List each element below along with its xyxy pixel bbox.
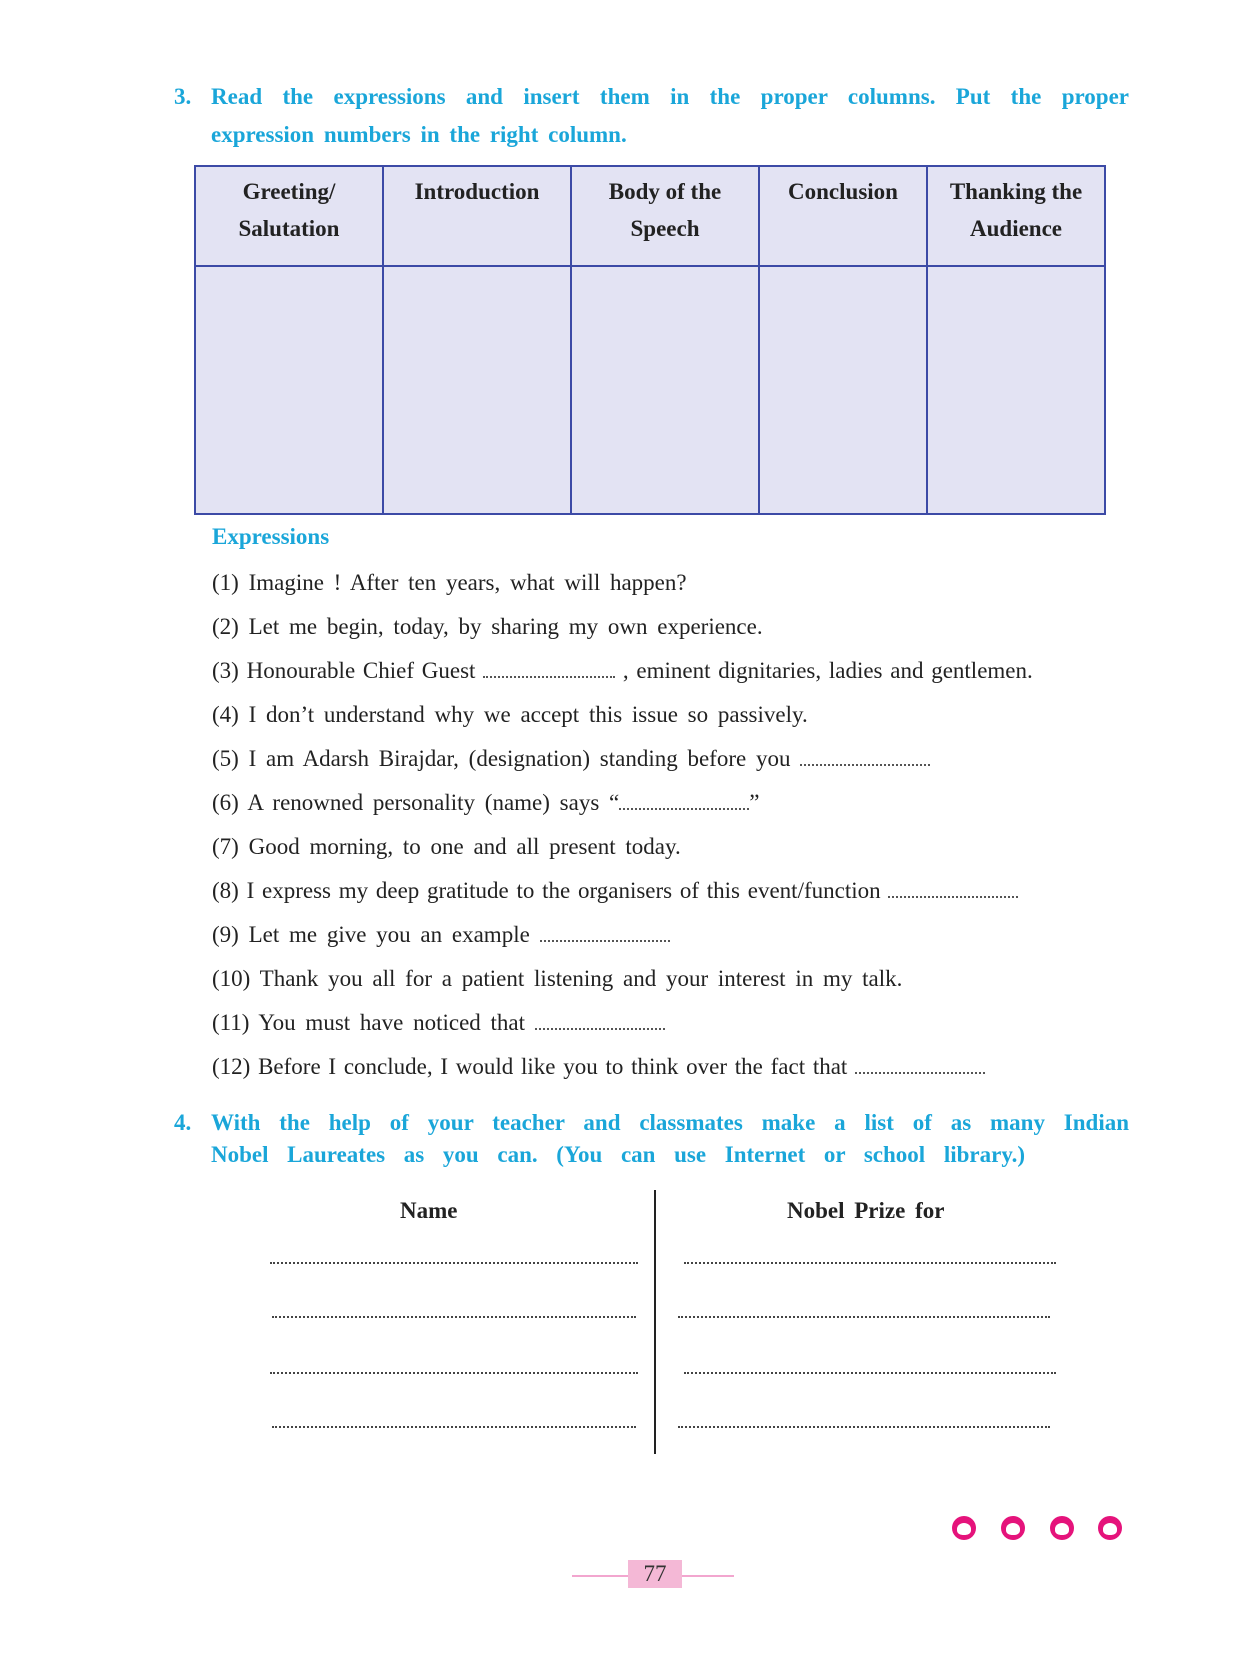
decorative-dot-icon [952, 1516, 976, 1540]
name-answer-line[interactable] [270, 1262, 638, 1264]
expression-item: (12) Before I conclude, I would like you to think over the fact that [212, 1054, 985, 1080]
table-header-row [195, 166, 1105, 266]
decorative-dot-icon [1001, 1516, 1025, 1540]
answer-cell-conclusion[interactable] [759, 266, 927, 514]
expression-item: (3) Honourable Chief Guest , eminent dignitaries, ladies and gentlemen. [212, 658, 1033, 683]
page-rule-left [572, 1575, 628, 1577]
prize-answer-line[interactable] [678, 1426, 1050, 1428]
column-divider [654, 1190, 656, 1454]
question-4-number: 4. [174, 1110, 192, 1135]
decorative-dot-icon [1098, 1516, 1122, 1540]
header-body: Body of the Speech [571, 166, 759, 266]
question-3-line-1: Read the expressions and insert them in the proper columns. Put the proper [211, 84, 1129, 109]
expression-item: (9) Let me give you an example [212, 922, 670, 948]
expression-item: (1) Imagine ! After ten years, what will happen? [212, 570, 687, 595]
answer-cell-greeting[interactable] [195, 266, 383, 514]
expression-item: (8) I express my deep gratitude to the organisers of this event/function [212, 878, 1018, 904]
fill-in-blank[interactable] [888, 878, 1018, 898]
name-answer-line[interactable] [270, 1372, 638, 1374]
name-answer-line[interactable] [272, 1316, 636, 1318]
name-column-header: Name [400, 1198, 458, 1223]
header-greeting: Greeting/ Salutation [195, 166, 383, 266]
question-3-number: 3. [174, 84, 192, 109]
expressions-title: Expressions [212, 524, 330, 549]
page-rule-right [682, 1575, 734, 1577]
fill-in-blank[interactable] [855, 1054, 985, 1074]
question-3-line-2: expression numbers in the right column. [211, 122, 627, 147]
header-introduction: Introduction [383, 166, 571, 266]
answer-cell-introduction[interactable] [383, 266, 571, 514]
fill-in-blank[interactable] [535, 1010, 665, 1030]
expression-item: (7) Good morning, to one and all present today. [212, 834, 681, 859]
expression-item: (11) You must have noticed that [212, 1010, 665, 1036]
prize-column-header: Nobel Prize for [787, 1198, 945, 1223]
fill-in-blank[interactable] [800, 746, 930, 766]
expression-item: (5) I am Adarsh Birajdar, (designation) standing before you [212, 746, 930, 772]
header-conclusion: Conclusion [759, 166, 927, 266]
answer-cell-body[interactable] [571, 266, 759, 514]
name-answer-line[interactable] [272, 1426, 636, 1428]
question-4-line-1: With the help of your teacher and classmates make a list of as many Indian [211, 1110, 1129, 1135]
fill-in-blank[interactable] [619, 790, 749, 810]
prize-answer-line[interactable] [678, 1316, 1050, 1318]
expression-item: (2) Let me begin, today, by sharing my own experience. [212, 614, 763, 639]
expression-item: (4) I don’t understand why we accept this issue so passively. [212, 702, 808, 727]
expression-item: (10) Thank you all for a patient listening and your interest in my talk. [212, 966, 903, 991]
speech-structure-table [194, 165, 1106, 515]
expression-item: (6) A renowned personality (name) says “ ” [212, 790, 760, 815]
fill-in-blank[interactable] [540, 922, 670, 942]
fill-in-blank[interactable] [483, 658, 615, 678]
decorative-dot-icon [1050, 1516, 1074, 1540]
question-4-line-2: Nobel Laureates as you can. (You can use Internet or school library.) [211, 1142, 1025, 1167]
page-number: 77 [628, 1560, 682, 1588]
header-thanking: Thanking the Audience [927, 166, 1105, 266]
prize-answer-line[interactable] [684, 1372, 1056, 1374]
table-answer-row [195, 266, 1105, 514]
answer-cell-thanking[interactable] [927, 266, 1105, 514]
prize-answer-line[interactable] [684, 1262, 1056, 1264]
